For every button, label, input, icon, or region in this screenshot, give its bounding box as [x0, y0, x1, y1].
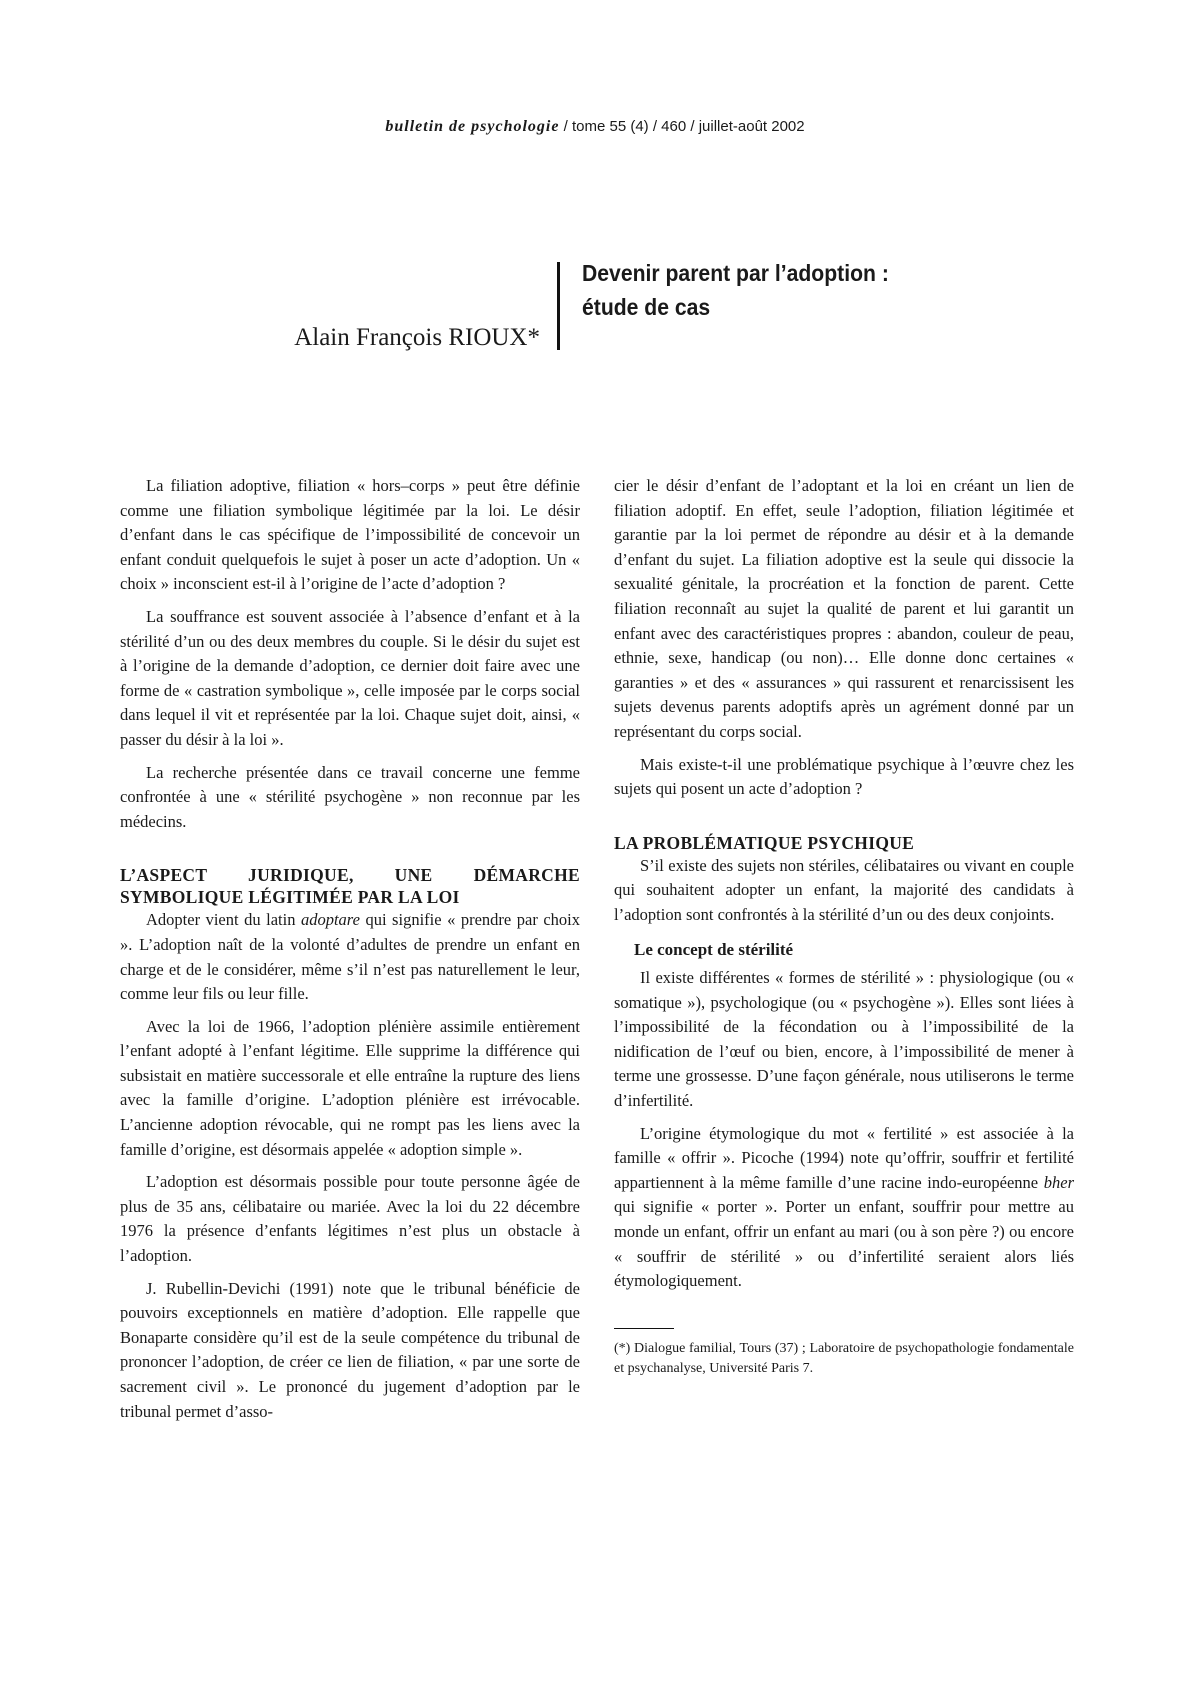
- left-column: [120, 474, 580, 1432]
- author-name: Alain François RIOUX*: [294, 324, 540, 351]
- paragraph: J. Rubellin-Devichi (1991) note que le tribunal bénéficie de pouvoirs exceptionnels en matière d’adoption. Elle rappelle que Bonaparte considère qu’il est de la seule compétence du tribunal de prononcer l’adoption, de créer ce lien de filiation, « par une sorte de sacrement civil ». Le prononcé du jugement d’adoption par le tribunal permet d’asso-: [120, 1278, 580, 1421]
- paragraph: S’il existe des sujets non stériles, célibataires ou vivant en couple qui souhaitent adopter un enfant, la majorité des candidats à l’adoption sont confrontés à la stérilité d’un ou des deux conjoints.: [614, 855, 1074, 924]
- footnote: (*) Dialogue familial, Tours (37) ; Laboratoire de psychopathologie fondamentale et psychanalyse, Université Paris 7.: [614, 1340, 1074, 1376]
- italic-term: bher: [1043, 1172, 1074, 1192]
- paragraph: cier le désir d’enfant de l’adoptant et la loi en créant un lien de filiation adoptif. En effet, seule l’adoption, filiation légitimée et garantie par la loi permet de répondre au désir et à la demande d’enfant du sujet. La filiation adoptive est la seule qui dissocie la sexualité génitale, la procréation et la fonction de parent. Cette filiation reconnaît au sujet la qualité de parent et lui garantit un enfant avec des caractéristiques propres : abandon, couleur de peau, ethnie, sexe, handicap (ou non)… Elle donne donc certaines « garanties » et des « assurances » qui rassurent et renarcissisent les sujets devenus parents adoptifs après un agrément donné par un représentant du corps social.: [614, 476, 1074, 741]
- journal-name: bulletin de psychologie: [385, 118, 560, 135]
- paragraph: L’origine étymologique du mot « fertilité » est associée à la famille « offrir ». Picoche (1994) note qu’offrir, souffrir et fertilité appartiennent à la même famille d’une racine indo-européenne bher qui signifie « porter ». Porter un enfant, souffrir pour mettre au monde un enfant, offrir un enfant au mari (ou à son père ?) ou encore « souffrir de stérilité » ou d’infertilité seraient alors liés étymologiquement.: [614, 1123, 1074, 1291]
- title-line-2: étude de cas: [582, 294, 711, 320]
- article-title: [582, 256, 968, 324]
- running-header: [0, 118, 1190, 136]
- right-column: [614, 474, 1074, 1379]
- paragraph: Adopter vient du latin adoptare qui signifie « prendre par choix ». L’adoption naît de la volonté d’adultes de prendre un enfant en charge et de le considérer, même s’il n’est pas naturellement le leur, comme leur fils ou leur fille.: [120, 910, 580, 1004]
- italic-term: adoptare: [300, 910, 360, 930]
- paragraph: Mais existe-t-il une problématique psychique à l’œuvre chez les sujets qui posent un acte d’adoption ?: [614, 754, 1074, 799]
- paragraph: La filiation adoptive, filiation « hors–corps » peut être définie comme une filiation symbolique légitimée par la loi. Le désir d’enfant dans le cas spécifique de l’impossibilité de concevoir un enfant conduit quelquefois le sujet à poser un acte d’adoption. Un « choix » inconscient est-il à l’origine de l’acte d’adoption ?: [120, 476, 580, 594]
- paragraph: Il existe différentes « formes de stérilité » : physiologique (ou « somatique »), psychologique (ou « psychogène »). Elles sont liées à l’impossibilité de la fécondation ou à l’impossibilité de la nidification de l’œuf ou bien, encore, à l’impossibilité de mener à terme une grossesse. D’une façon générale, nous utiliserons le terme d’infertilité.: [614, 968, 1074, 1111]
- section-heading-juridique: L’ASPECT JURIDIQUE, UNE DÉMARCHE SYMBOLIQUE LÉGITIMÉE PAR LA LOI: [120, 865, 580, 908]
- footnote-rule: [614, 1328, 674, 1329]
- paragraph: La souffrance est souvent associée à l’absence d’enfant et à la stérilité d’un ou des deux membres du couple. Si le désir du sujet est à l’origine de la demande d’adoption, ce dernier doit faire avec une forme de « castration symbolique », celle imposée par le corps social dans lequel il vit et représentée par la loi. Chaque sujet doit, ainsi, « passer du désir à la loi ».: [120, 606, 580, 749]
- title-divider: [557, 262, 560, 350]
- paragraph: Avec la loi de 1966, l’adoption plénière assimile entièrement l’enfant adopté à l’enfant légitime. Elle supprime la différence qui subsistait en matière successorale et elle entraîne la rupture des liens avec la famille d’origine. L’adoption plénière est irrévocable. L’ancienne adoption révocable, qui ne rompt pas les liens avec la famille d’origine, est désormais appelée « adoption simple ».: [120, 1016, 580, 1159]
- subheading-sterilite: Le concept de stérilité: [634, 939, 794, 959]
- paragraph: La recherche présentée dans ce travail concerne une femme confrontée à une « stérilité psychogène » non reconnue par les médecins.: [120, 762, 580, 831]
- paragraph: L’adoption est désormais possible pour toute personne âgée de plus de 35 ans, célibataire ou mariée. Avec la loi du 22 décembre 1976 la présence d’enfants légitimes n’est plus un obstacle à l’adoption.: [120, 1172, 580, 1266]
- issue-info: / tome 55 (4) / 460 / juillet-août 2002: [559, 118, 805, 135]
- section-heading-psychique: LA PROBLÉMATIQUE PSYCHIQUE: [614, 832, 915, 853]
- title-line-1: Devenir parent par l’adoption :: [582, 260, 889, 286]
